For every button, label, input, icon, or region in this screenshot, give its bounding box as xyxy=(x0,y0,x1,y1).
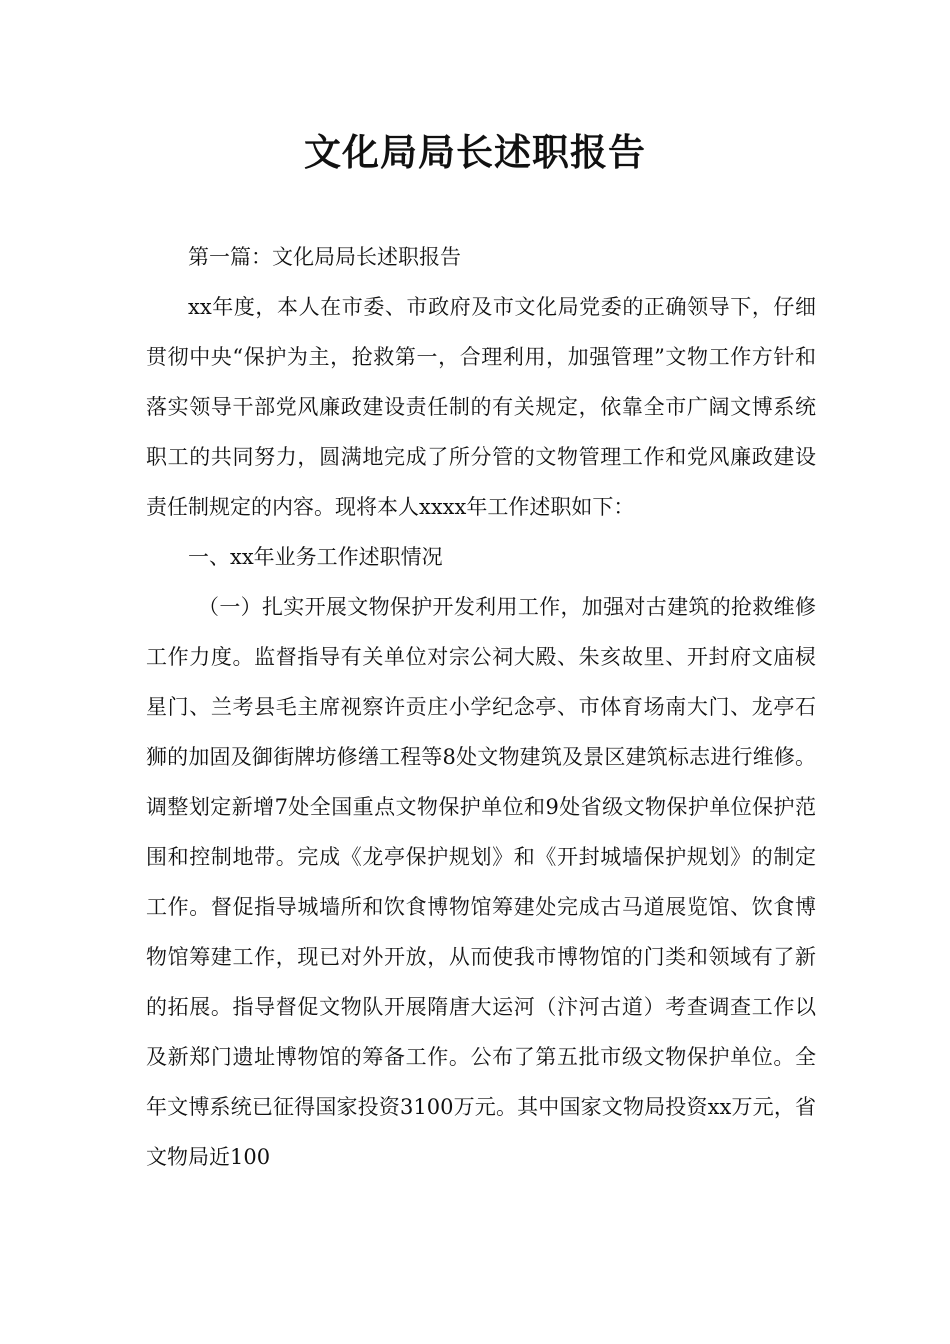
intro-paragraph: xx年度，本人在市委、市政府及市文化局党委的正确领导下，仔细贯彻中央“保护为主，抢救第一，合理利用，加强管理”文物工作方针和落实领导干部党风廉政建设责任制的有关规定，依靠全市广阔文博系统职工的共同努力，圆满地完成了所分管的文物管理工作和党风廉政建设责任制规定的内容。现将本人xxxx年工作述职如下： xyxy=(146,295,816,519)
document-title: 文化局局长述职报告 xyxy=(304,131,646,174)
subsection-heading: 一、xx年业务工作述职情况 xyxy=(188,545,443,569)
section-heading: 第一篇：文化局局长述职报告 xyxy=(188,245,461,269)
document-body xyxy=(146,232,816,1182)
body-paragraph: （一）扎实开展文物保护开发利用工作，加强对古建筑的抢救维修工作力度。监督指导有关单位对宗公祠大殿、朱亥故里、开封府文庙棂星门、兰考县毛主席视察许贡庄小学纪念亭、市体育场南大门、龙亭石狮的加固及御街牌坊修缮工程等8处文物建筑及景区建筑标志进行维修。调整划定新增7处全国重点文物保护单位和9处省级文物保护单位保护范围和控制地带。完成《龙亭保护规划》和《开封城墙保护规划》的制定工作。督促指导城墙所和饮食博物馆筹建处完成古马道展览馆、饮食博物馆筹建工作，现已对外开放，从而使我市博物馆的门类和领域有了新的拓展。指导督促文物队开展隋唐大运河（汴河古道）考查调查工作以及新郑门遗址博物馆的筹备工作。公布了第五批市级文物保护单位。全年文博系统已征得国家投资3100万元。其中国家文物局投资xx万元，省文物局近100 xyxy=(146,595,816,1169)
